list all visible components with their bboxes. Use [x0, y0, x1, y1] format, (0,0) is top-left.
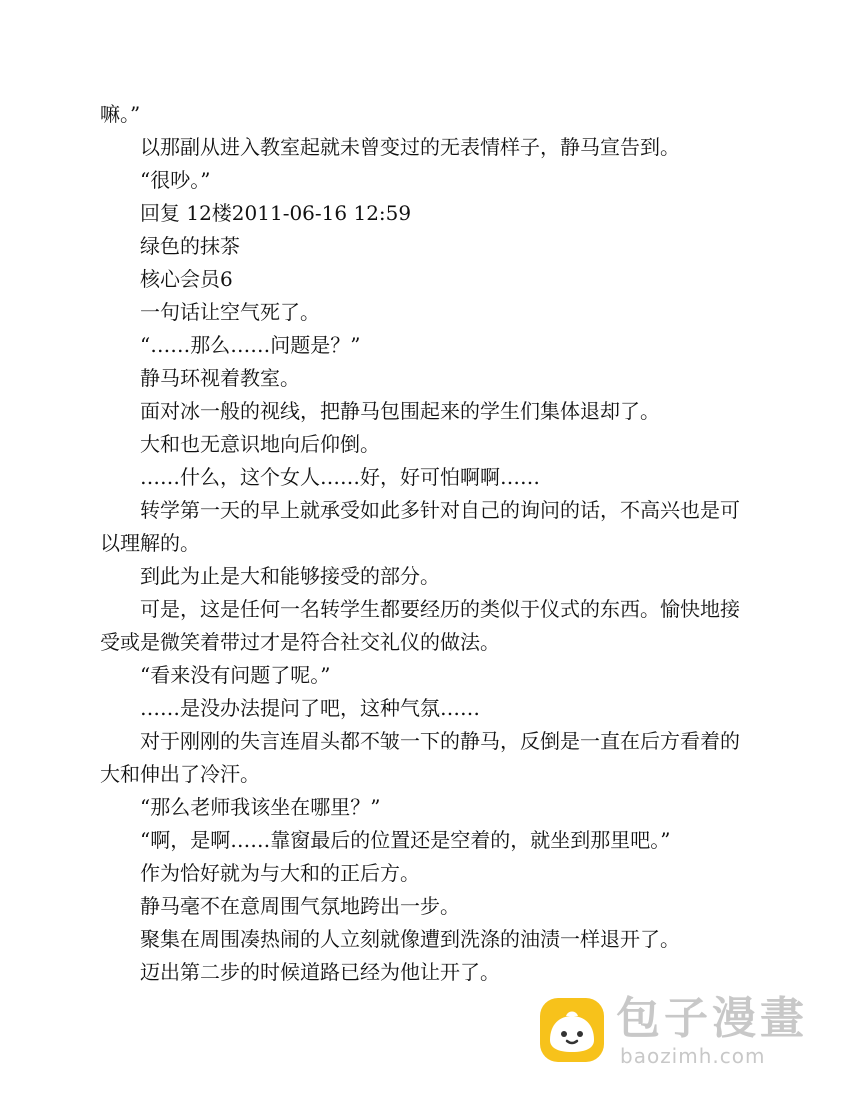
- text-line: “……那么……问题是？”: [140, 333, 361, 357]
- text-line: “那么老师我该坐在哪里？”: [140, 795, 381, 819]
- text-line: 作为恰好就为与大和的正后方。: [140, 861, 420, 885]
- reply-meta: 回复 12楼2011-06-16 12:59: [140, 201, 412, 225]
- text-line: 大和也无意识地向后仰倒。: [140, 432, 380, 456]
- text-line: “啊，是啊……靠窗最后的位置还是空着的，就坐到那里吧。”: [140, 828, 671, 852]
- text-line: 静马环视着教室。: [140, 366, 300, 390]
- text-line: 到此为止是大和能够接受的部分。: [140, 564, 440, 588]
- text-line: 面对冰一般的视线，把静马包围起来的学生们集体退却了。: [140, 399, 660, 423]
- text-line: 以那副从进入教室起就未曾变过的无表情样子，静马宣告到。: [140, 135, 680, 159]
- watermark-brand: 包子漫畫: [616, 993, 808, 1044]
- bun-mascot-icon: [536, 994, 608, 1066]
- text-line: “看来没有问题了呢。”: [140, 663, 331, 687]
- text-line: 可是，这是任何一名转学生都要经历的类似于仪式的东西。愉快地接受或是微笑着带过才是符合社交礼仪的做法。: [100, 597, 740, 654]
- text-line: ……什么，这个女人……好，好可怕啊啊……: [140, 465, 540, 489]
- reply-member-level: 核心会员6: [140, 267, 233, 291]
- reply-username: 绿色的抹茶: [140, 234, 240, 258]
- text-line: 一句话让空气死了。: [140, 300, 320, 324]
- text-line: 迈出第二步的时候道路已经为他让开了。: [140, 960, 500, 984]
- document-page: [100, 98, 750, 989]
- watermark: [536, 994, 826, 1072]
- text-line: ……是没办法提问了吧，这种气氛……: [140, 696, 480, 720]
- text-line: “很吵。”: [140, 168, 211, 192]
- text-line: 聚集在周围凑热闹的人立刻就像遭到洗涤的油渍一样退开了。: [140, 927, 680, 951]
- text-line: 对于刚刚的失言连眉头都不皱一下的静马，反倒是一直在后方看着的大和伸出了冷汗。: [100, 729, 740, 786]
- text-line: 转学第一天的早上就承受如此多针对自己的询问的话，不高兴也是可以理解的。: [100, 498, 740, 555]
- watermark-url: baozimh.com: [620, 1044, 766, 1068]
- text-line: 静马毫不在意周围气氛地跨出一步。: [140, 894, 460, 918]
- text-line: 嘛。”: [100, 102, 141, 126]
